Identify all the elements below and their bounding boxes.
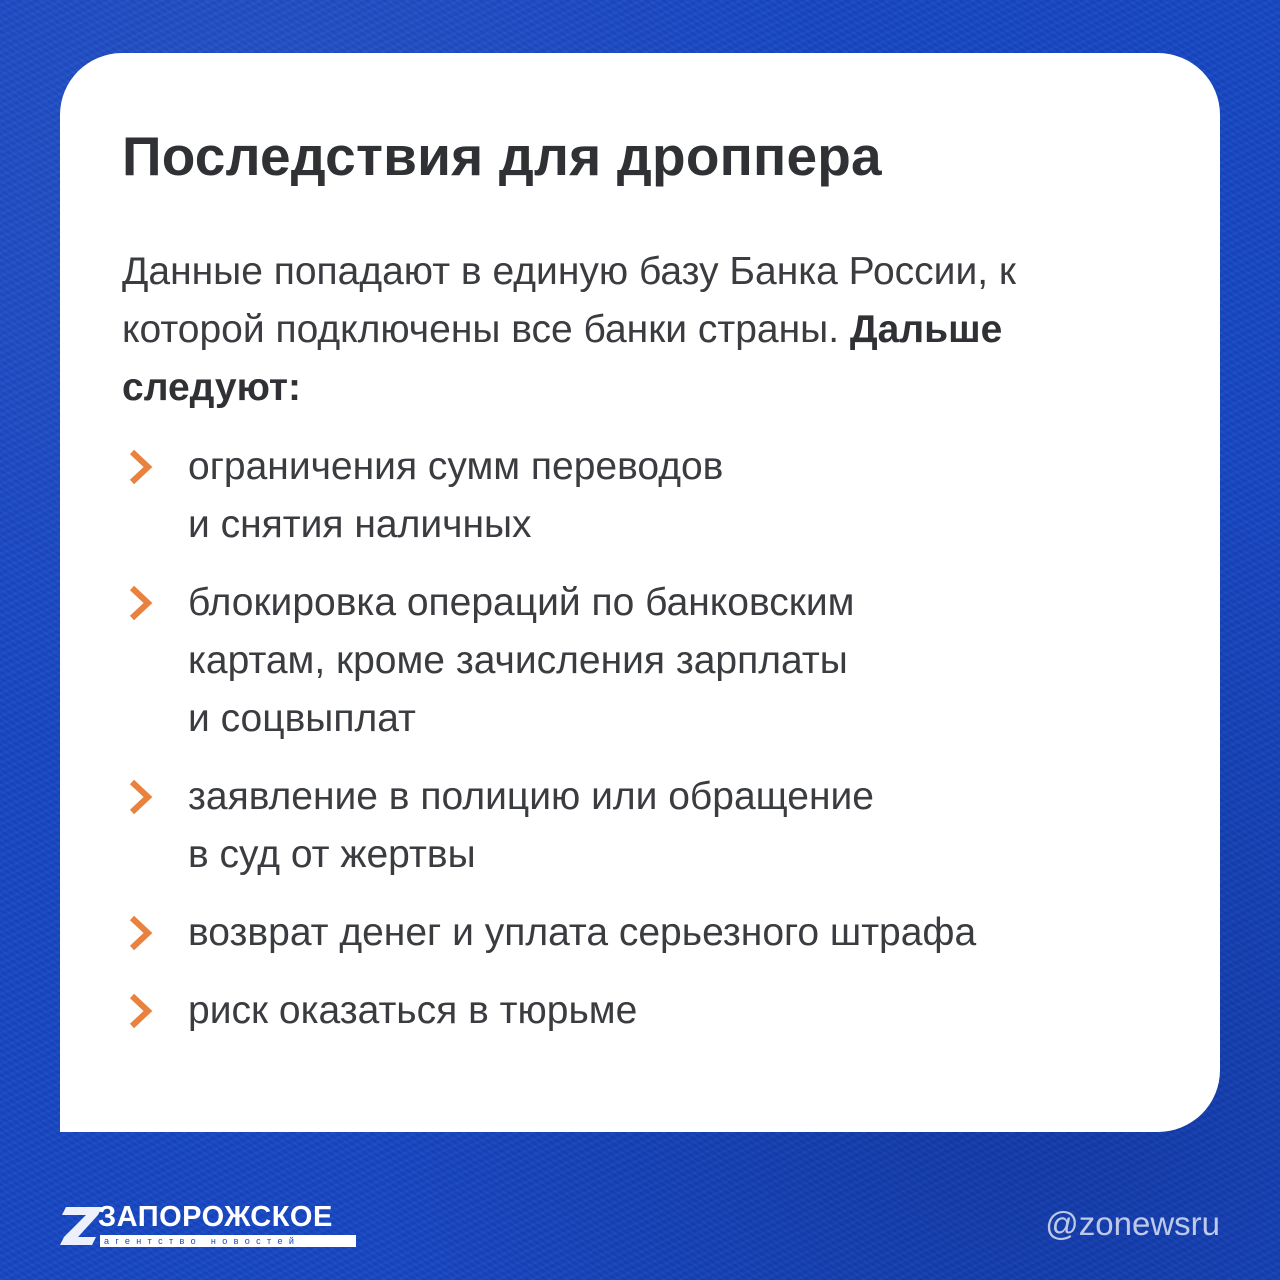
list-item-line: и снятия наличных [188, 503, 532, 546]
chevron-right-icon [124, 772, 158, 822]
list-item-line: в суд от жертвы [188, 833, 476, 876]
list-item-line: картам, кроме зачисления зарплаты [188, 639, 848, 682]
list-item-line: и соцвыплат [188, 697, 416, 740]
list-item-line: заявление в полицию или обращение [188, 775, 874, 818]
chevron-right-icon [124, 442, 158, 492]
chevron-right-icon [124, 578, 158, 628]
social-handle: @zonewsru [1045, 1205, 1220, 1242]
intro-paragraph [122, 243, 1122, 417]
list-item-line: блокировка операций по банковским [188, 581, 855, 624]
consequences-list [122, 438, 1182, 1060]
list-item-line: возврат денег и уплата серьезного штрафа [188, 911, 977, 954]
content-card [60, 53, 1220, 1132]
intro-text: Данные попадают в единую базу Банка России, к которой подключены все банки страны. [122, 250, 1016, 351]
list-item [122, 768, 1182, 884]
list-item [122, 574, 1182, 748]
list-item-line: ограничения сумм переводов [188, 445, 724, 488]
list-item [122, 904, 1182, 962]
list-item [122, 982, 1182, 1040]
agency-logo [60, 1203, 360, 1249]
intro-emphasis: Дальше следуют: [122, 308, 1003, 409]
logo-name: ЗАПОРОЖСКОЕ [98, 1201, 333, 1233]
chevron-right-icon [124, 986, 158, 1036]
list-item-line: риск оказаться в тюрьме [188, 989, 638, 1032]
page-title: Последствия для дроппера [122, 125, 882, 187]
list-item [122, 438, 1182, 554]
logo-subtitle: агентство новостей [100, 1235, 356, 1247]
chevron-right-icon [124, 908, 158, 958]
